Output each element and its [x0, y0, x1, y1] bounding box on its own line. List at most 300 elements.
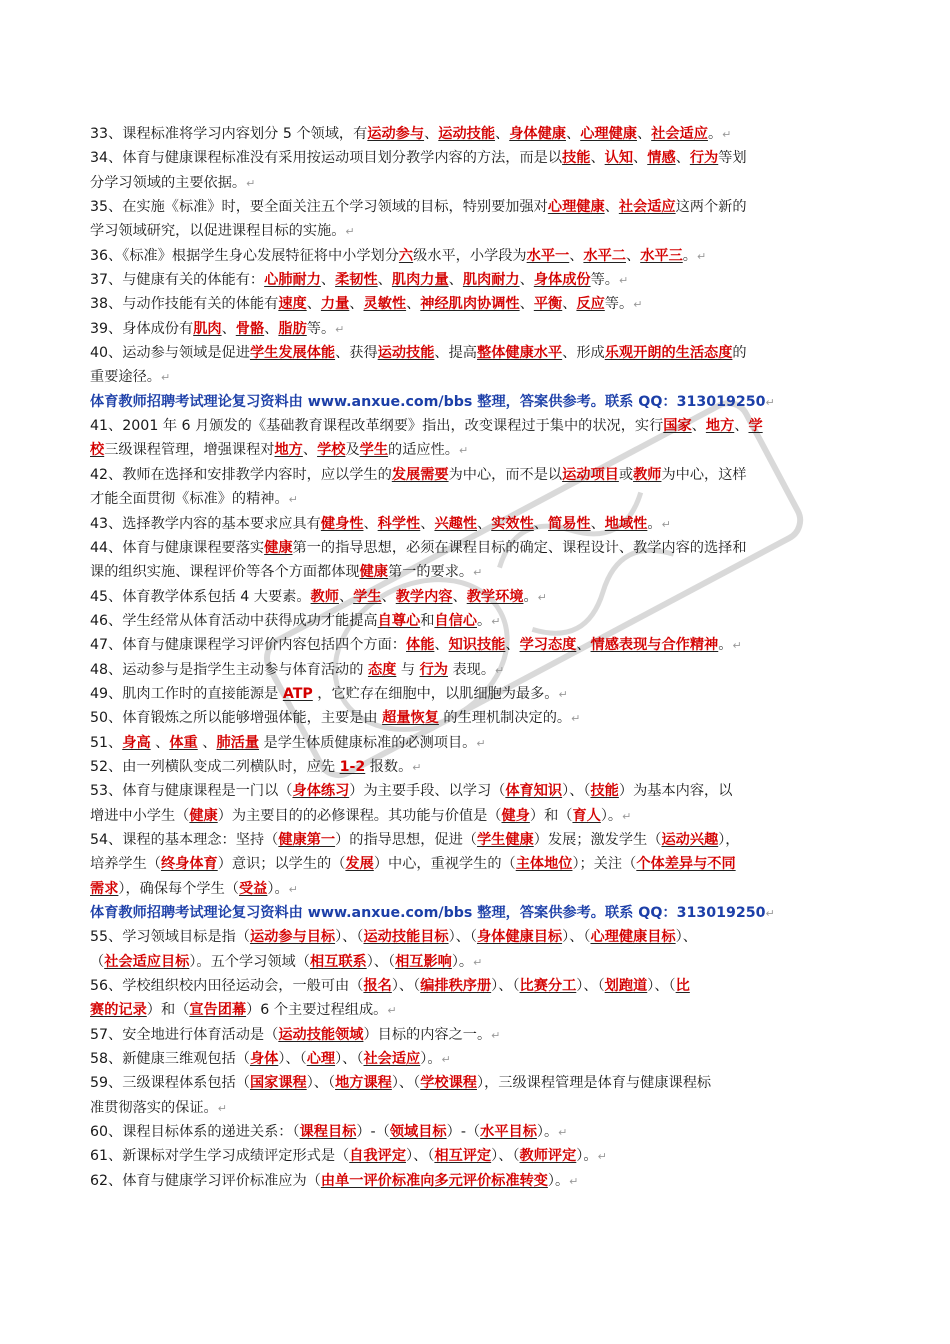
answer-text: 地域性 [604, 515, 648, 532]
text-line [90, 122, 860, 146]
answer-text: 技能 [590, 783, 619, 800]
text-line [90, 219, 860, 243]
body-text: 、 [420, 515, 435, 532]
paragraph-mark: ↵ [491, 614, 501, 628]
body-text: ）、（ [562, 929, 591, 946]
answer-text: 课程目标 [299, 1124, 357, 1141]
body-text: 、 [150, 734, 170, 751]
body-text: ）。 [451, 953, 474, 970]
body-text: ）、（ [647, 978, 676, 995]
body-text: ）、（ [491, 1148, 520, 1165]
answer-text: 教师 [310, 588, 339, 605]
answer-text: 体能 [406, 637, 435, 654]
answer-text: 行为 [419, 661, 448, 678]
text-line [90, 146, 860, 170]
answer-text: 兴趣性 [434, 515, 478, 532]
answer-text: 相互影响 [395, 953, 452, 970]
body-text: 培养学生（ [90, 856, 161, 873]
body-text: 49、肌肉工作时的直接能源是 [90, 685, 283, 702]
answer-text: 肺活量 [216, 734, 260, 751]
body-text: 表现。 [447, 661, 496, 678]
answer-text: 体重 [169, 734, 198, 751]
body-text: 和 [420, 612, 435, 629]
body-text: 60、课程目标体系的递进关系：（ [90, 1124, 300, 1141]
answer-text: 发展 [345, 856, 374, 873]
text-line [90, 706, 860, 730]
body-text: 、 [569, 247, 584, 264]
answer-text: 社会适应目标 [104, 953, 190, 970]
body-text: ）。 [420, 1051, 442, 1068]
body-text: 50、体育锻炼之所以能够增强体能，主要是由 [90, 710, 383, 727]
text-line [90, 731, 860, 755]
body-text: 或 [618, 466, 634, 483]
text-line [90, 682, 860, 706]
answer-text: 健康 [264, 539, 293, 556]
body-text: 45、体育教学体系包括 4 大要素。 [90, 588, 311, 605]
body-text: 三级课程管理，增强课程对 [104, 442, 275, 459]
body-text: 为中心，而不是以 [448, 466, 563, 483]
text-line [90, 390, 860, 414]
answer-text: 运动参与 [367, 126, 425, 142]
answer-text: 水平二 [583, 247, 626, 264]
body-text: 56、学校组织校内田径运动会，一般可由（ [90, 978, 364, 995]
text-line [90, 658, 860, 682]
body-text: 46、学生经常从体育活动中获得成功才能提高 [90, 612, 378, 629]
text-line [90, 1169, 860, 1193]
body-text: 、 [381, 588, 396, 605]
answer-text: 运动技能 [438, 126, 496, 142]
body-text: 36、《标准》根据学生身心发展特征将中小学划分 [90, 247, 399, 264]
paragraph-mark: ↵ [217, 1101, 227, 1115]
paragraph-mark: ↵ [661, 517, 671, 531]
text-line [90, 171, 860, 195]
paragraph-mark: ↵ [722, 128, 732, 141]
body-text: 、 [734, 418, 749, 435]
answer-text: 学生 [353, 588, 382, 605]
body-text: 、 [434, 637, 449, 654]
answer-text: 身体健康目标 [476, 929, 563, 946]
text-line [90, 585, 860, 609]
body-text: 34、体育与健康课程标准没有采用按运动项目划分教学内容的方法，而是以 [90, 150, 563, 167]
text-line [90, 852, 860, 876]
answer-text: 六 [398, 247, 414, 264]
body-text: ）、（ [491, 978, 520, 995]
body-text: 、 [377, 272, 392, 289]
answer-text: 行为 [689, 150, 719, 167]
answer-text: 地方 [274, 442, 303, 459]
answer-text: ATP [282, 685, 313, 702]
body-text: 54、课程的基本理念：坚持（ [90, 831, 279, 848]
body-text: 、 [424, 126, 439, 142]
body-text: 、提高 [434, 345, 477, 362]
paragraph-mark: ↵ [571, 712, 581, 726]
answer-text: 运动项目 [562, 466, 619, 483]
body-text: ）的指导思想，促进（ [335, 831, 477, 848]
answer-text: 教师评定 [519, 1148, 577, 1165]
text-line [90, 828, 860, 852]
text-line [90, 268, 860, 292]
answer-text: 健康 [189, 807, 218, 824]
paragraph-mark: ↵ [597, 1150, 607, 1164]
answer-text: 主体地位 [515, 856, 573, 873]
body-text: 、 [264, 320, 279, 337]
body-text: 、 [576, 637, 591, 654]
answer-text: 健康第一 [278, 831, 336, 848]
answer-text: 身高 [122, 734, 151, 751]
body-text: 48、运动参与是指学生主动参与体育活动的 [90, 661, 368, 678]
text-line [90, 1047, 860, 1071]
text-line [90, 414, 860, 438]
body-text: ）。 [267, 880, 289, 897]
paragraph-mark: ↵ [491, 1028, 501, 1042]
body-text: 、 [306, 296, 321, 313]
body-text: 、 [675, 150, 690, 167]
paragraph-mark: ↵ [558, 1126, 568, 1140]
body-text: 38、与动作技能有关的体能有 [90, 296, 279, 313]
answer-text: 水平目标 [480, 1124, 537, 1141]
text-line [90, 317, 860, 341]
body-text: ）。 [536, 1124, 559, 1141]
answer-text: 心理健康目标 [590, 929, 676, 946]
answer-text: 运动技能目标 [363, 929, 449, 946]
text-line [90, 244, 860, 268]
paragraph-mark: ↵ [441, 1053, 451, 1067]
body-text: ）、（ [448, 929, 477, 946]
body-text: 。 [647, 515, 662, 532]
body-text: 37、与健康有关的体能有： [90, 272, 265, 289]
answer-text: 超量恢复 [382, 710, 439, 727]
text-line [90, 365, 860, 389]
body-text: 39、身体成份有 [90, 320, 194, 337]
body-text: 、 [452, 588, 467, 605]
paragraph-mark: ↵ [335, 322, 345, 336]
answer-text: 由单一评价标准向多元评价标准转变 [320, 1172, 548, 1189]
answer-text: 健身 [501, 807, 530, 824]
body-text: 与 [396, 661, 420, 678]
body-text: 。 [718, 637, 733, 654]
answer-text: 终身体育 [160, 856, 218, 873]
answer-text: 1-2 [339, 758, 366, 775]
answer-text: 育人 [572, 807, 601, 824]
text-line [90, 1023, 860, 1047]
text-line [90, 292, 860, 316]
body-text: 分学习领域的主要依据。 [90, 174, 247, 191]
answer-text: 水平三 [640, 247, 683, 264]
body-text: ）。五个学习领域（ [189, 953, 310, 970]
answer-text: 领域目标 [389, 1124, 447, 1141]
body-text: ）、（ [576, 978, 605, 995]
paragraph-mark: ↵ [495, 663, 505, 677]
body-text: ），三级课程管理是体育与健康课程标 [476, 1075, 712, 1092]
body-text: 、 [505, 637, 520, 654]
body-text: ）为主要手段、以学习（ [349, 783, 506, 800]
answer-text: 肌肉 [193, 320, 222, 337]
body-text: 44、体育与健康课程要落实 [90, 539, 265, 556]
body-text: ）为基本内容，以 [618, 783, 733, 800]
text-line [90, 804, 860, 828]
answer-text: 运动兴趣 [661, 831, 719, 848]
answer-text: 认知 [604, 150, 634, 167]
body-text: ）、（ [391, 978, 421, 995]
body-text: 。 [476, 612, 492, 629]
answer-text: 情感 [647, 150, 676, 167]
body-text: 报数。 [365, 758, 413, 775]
paragraph-mark: ↵ [765, 907, 775, 920]
answer-text: 相互评定 [434, 1148, 492, 1165]
text-line [90, 609, 860, 633]
answer-text: 反应 [576, 296, 605, 313]
body-text: 。 [707, 126, 723, 142]
answer-text: 健身性 [320, 515, 364, 532]
answer-text: 身体健康 [509, 126, 566, 142]
answer-text: 报名 [363, 978, 392, 995]
answer-text: 心理 [306, 1051, 336, 1068]
text-line [90, 1071, 860, 1095]
body-text: 、 [221, 320, 236, 337]
answer-text: 乐观开朗的生活态度 [604, 345, 733, 362]
text-line [90, 877, 860, 901]
body-text: ）发展；激发学生（ [533, 831, 662, 848]
body-text: 第一的指导思想，必须在课程目标的确定、课程设计、教学内容的选择和 [292, 539, 747, 556]
body-text: 、 [604, 199, 619, 216]
body-text: 53、体育与健康课程是一门以（ [90, 783, 293, 800]
body-text: 的生理机制决定的。 [438, 710, 572, 727]
paragraph-mark: ↵ [569, 1174, 579, 1188]
body-text: 、 [519, 272, 534, 289]
answer-text: 脂肪 [278, 320, 307, 337]
text-line [90, 974, 860, 998]
body-text: 58、新健康三维观包括（ [90, 1051, 250, 1068]
answer-text: 学生 [359, 442, 389, 459]
answer-text: 教学环境 [466, 588, 524, 605]
document-body [90, 122, 860, 1193]
answer-text: 技能 [562, 150, 591, 167]
body-text: 。 [523, 588, 538, 605]
body-text: ）。 [600, 807, 623, 824]
body-text: 等。 [604, 296, 634, 313]
answer-text: 运动参与目标 [249, 929, 336, 946]
answer-text: 学校课程 [420, 1075, 477, 1092]
body-text: 课的组织实施、课程评价等各个方面都体现 [90, 564, 360, 581]
answer-text: 神经肌肉协调性 [420, 296, 520, 313]
body-text: ）、（ [335, 929, 364, 946]
body-text: ）、 [675, 929, 697, 946]
body-text: ）、（ [306, 1075, 336, 1092]
answer-text: 骨骼 [235, 320, 265, 337]
source-notice: 体育教师招聘考试理论复习资料由 www.anxue.com/bbs 整理，答案供参考。联系 QQ：313019250 [90, 393, 766, 410]
body-text: 51、 [90, 734, 123, 751]
answer-text: 肌肉力量 [391, 272, 449, 289]
answer-text: 社会适应 [618, 199, 676, 216]
body-text: 等。 [306, 320, 336, 337]
body-text: ）为主要目的的必修课程。其功能与价值是（ [217, 807, 502, 824]
answer-text: 平衡 [533, 296, 563, 313]
body-text: 等划 [718, 150, 747, 167]
text-line [90, 560, 860, 584]
answer-text: 编排秩序册 [420, 978, 492, 995]
answer-text: 地方课程 [335, 1075, 392, 1092]
body-text: ）、（ [278, 1051, 307, 1068]
body-text: ）6 个主要过程组成。 [246, 1002, 388, 1019]
answer-text: 宣告团幕 [189, 1002, 247, 1019]
answer-text: 学生发展体能 [249, 345, 336, 362]
paragraph-mark: ↵ [288, 493, 298, 507]
answer-text: 自我评定 [349, 1148, 407, 1165]
paragraph-mark: ↵ [473, 955, 483, 969]
answer-text: 自信心 [434, 612, 477, 629]
paragraph-mark: ↵ [633, 298, 643, 312]
body-text: ）-（ [356, 1124, 390, 1141]
source-notice: 体育教师招聘考试理论复习资料由 www.anxue.com/bbs 整理，答案供参考。联系 QQ：313019250 [90, 905, 766, 921]
body-text: 40、运动参与领域是促进 [90, 345, 250, 362]
body-text: 、形成 [562, 345, 605, 362]
body-text: 、 [562, 296, 577, 313]
answer-text: 学习态度 [519, 637, 577, 654]
text-line [90, 1096, 860, 1120]
paragraph-mark: ↵ [732, 639, 742, 653]
answer-text: 比赛分工 [519, 978, 577, 995]
answer-text: 国家 [663, 418, 692, 435]
body-text: ）目标的内容之一。 [363, 1026, 492, 1043]
paragraph-mark: ↵ [412, 760, 422, 774]
paragraph-mark: ↵ [476, 736, 486, 750]
answer-text: 自尊心 [377, 612, 421, 629]
answer-text: 科学性 [377, 515, 421, 532]
paragraph-mark: ↵ [345, 225, 355, 239]
body-text: 的适应性。 [388, 442, 459, 459]
paragraph-mark: ↵ [537, 590, 547, 604]
answer-text: 实效性 [491, 515, 534, 532]
body-text: 、 [625, 247, 641, 264]
body-text: 、 [363, 515, 378, 532]
text-line [90, 998, 860, 1022]
body-text: ）、（ [391, 1075, 421, 1092]
text-line [90, 633, 860, 657]
body-text: 、 [302, 442, 318, 459]
body-text: 重要途径。 [90, 369, 161, 386]
body-text: 42、教师在选择和安排教学内容时，应以学生的 [90, 466, 392, 483]
body-text: 、 [448, 272, 463, 289]
body-text: 33、课程标准将学习内容划分 5 个领域，有 [90, 126, 368, 142]
answer-text: 柔韧性 [335, 272, 378, 289]
body-text: ）中心，重视学生的（ [373, 856, 516, 873]
text-line [90, 438, 860, 462]
text-line [90, 950, 860, 974]
paragraph-mark: ↵ [387, 1004, 397, 1018]
text-line [90, 512, 860, 536]
body-text: ，它贮存在细胞中，以肌细胞为最多。 [312, 685, 559, 702]
body-text: 、 [495, 126, 510, 142]
answer-text: 社会适应 [363, 1051, 421, 1068]
body-text: ）和（ [146, 1002, 190, 1019]
answer-text: 身体练习 [292, 783, 350, 800]
body-text: 第一的要求。 [387, 564, 474, 581]
body-text: 级水平，小学段为 [413, 247, 527, 264]
text-line [90, 901, 860, 925]
answer-text: 简易性 [548, 515, 591, 532]
text-line [90, 779, 860, 803]
body-text: 、 [519, 296, 534, 313]
paragraph-mark: ↵ [622, 809, 632, 823]
body-text: ）-（ [446, 1124, 481, 1141]
body-text: ）、（ [366, 953, 396, 970]
answer-text: 社会适应 [651, 126, 708, 142]
answer-text: 态度 [367, 661, 397, 678]
text-line [90, 341, 860, 365]
paragraph-mark: ↵ [459, 444, 469, 458]
answer-text: 整体健康水平 [477, 345, 563, 362]
text-line [90, 487, 860, 511]
body-text: 61、新课标对学生学习成绩评定形式是（ [90, 1148, 350, 1165]
answer-text: 教学内容 [395, 588, 453, 605]
body-text: 、 [691, 418, 706, 435]
answer-text: 心理健康 [580, 126, 637, 142]
body-text: 35、在实施《标准》时，要全面关注五个学习领域的目标，特别要加强对 [90, 199, 548, 216]
body-text: 学习领域研究，以促进课程目标的实施。 [90, 223, 346, 240]
body-text: 的 [732, 345, 747, 362]
body-text: 。 [682, 247, 697, 264]
body-text: ）和（ [529, 807, 573, 824]
body-text: 、 [590, 515, 605, 532]
answer-text: 划跑道 [604, 978, 648, 995]
body-text: 为中心，这样 [661, 466, 747, 483]
text-line [90, 755, 860, 779]
body-text: 62、体育与健康学习评价标准应为（ [90, 1172, 321, 1189]
body-text: 47、体育与健康课程学习评价内容包括四个方面： [90, 637, 406, 654]
body-text: 、 [338, 588, 354, 605]
text-line [90, 1120, 860, 1144]
body-text: 、 [477, 515, 492, 532]
answer-text: 心肺耐力 [264, 272, 321, 289]
body-text: 等。 [590, 272, 619, 289]
paragraph-mark: ↵ [696, 249, 707, 263]
answer-text: 灵敏性 [363, 296, 407, 313]
body-text: 43、选择教学内容的基本要求应具有 [90, 515, 321, 532]
answer-text: 赛的记录 [90, 1002, 147, 1019]
body-text: 55、学习领域目标是指（ [90, 929, 250, 946]
body-text: ）、（ [406, 1148, 435, 1165]
body-text: ）、（ [562, 783, 591, 800]
body-text: （ [90, 953, 105, 970]
paragraph-mark: ↵ [558, 687, 568, 701]
text-line [90, 1144, 860, 1168]
body-text: 、 [406, 296, 421, 313]
paragraph-mark: ↵ [246, 176, 256, 190]
paragraph-mark: ↵ [618, 274, 629, 288]
answer-text: 相互联系 [309, 953, 367, 970]
body-text: ）；关注（ [572, 856, 637, 873]
answer-text: 运动技能领域 [278, 1026, 364, 1043]
paragraph-mark: ↵ [160, 371, 171, 385]
paragraph-mark: ↵ [765, 395, 775, 409]
answer-text: 受益 [238, 880, 268, 897]
answer-text: 地方 [705, 418, 735, 435]
body-text: 及 [345, 442, 360, 459]
answer-text: 发展需要 [391, 466, 449, 483]
answer-text: 学生健康 [476, 831, 534, 848]
answer-text: 学校 [317, 442, 346, 459]
answer-text: 肌肉耐力 [462, 272, 520, 289]
answer-text: 比 [675, 978, 690, 995]
answer-text: 情感表现与合作精神 [590, 637, 719, 654]
body-text: 52、由一列横队变成二列横队时，应先 [90, 758, 340, 775]
answer-text: 个体差异与不同 [636, 856, 736, 873]
text-line [90, 925, 860, 949]
answer-text: 健康 [359, 564, 388, 581]
body-text: 这两个新的 [675, 199, 747, 216]
body-text: 、 [566, 126, 581, 142]
body-text: ）意识；以学生的（ [217, 856, 346, 873]
